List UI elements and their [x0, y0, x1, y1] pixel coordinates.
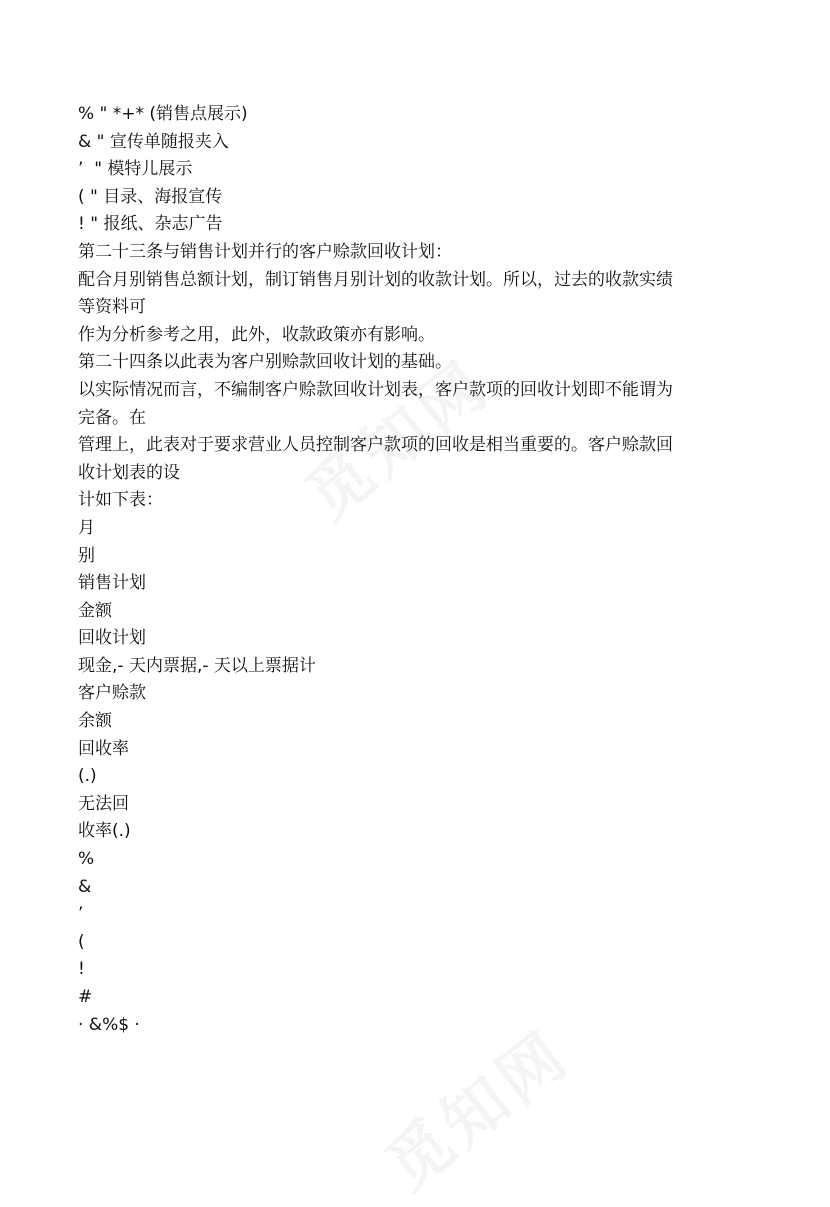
table-cell: 回收计划 [78, 628, 146, 649]
document-body [78, 101, 758, 1039]
page-number: · &%$ · [78, 1014, 140, 1035]
table-cell: 无法回 [78, 793, 129, 814]
list-item: ’ " 模特儿展示 [78, 159, 193, 180]
paragraph-line: 完备。在 [78, 407, 146, 428]
table-cell: ! [78, 959, 85, 980]
article-heading: 第二十三条与销售计划并行的客户赊款回收计划： [78, 241, 452, 262]
paragraph-line: 计如下表： [78, 490, 163, 511]
article-heading: 第二十四条以此表为客户别赊款回收计划的基础。 [78, 352, 452, 373]
paragraph-line: 管理上，此表对于要求营业人员控制客户款项的回收是相当重要的。客户赊款回 [78, 435, 673, 456]
table-cell: ( [78, 931, 85, 952]
table-cell: 回收率 [78, 738, 129, 759]
list-item: ! " 报纸、杂志广告 [78, 214, 223, 235]
table-cell: 别 [78, 545, 95, 566]
paragraph-line: 作为分析参考之用，此外，收款政策亦有影响。 [78, 324, 435, 345]
list-item: % " *+* (销售点展示) [78, 104, 248, 124]
list-item: & " 宣传单随报夹入 [78, 131, 229, 152]
table-cell: 销售计划 [78, 573, 146, 594]
paragraph-line: 等资料可 [78, 297, 146, 318]
table-cell: 余额 [78, 711, 112, 732]
table-cell: % [78, 849, 95, 870]
table-cell: & [78, 876, 92, 897]
table-cell: ’ [78, 904, 84, 925]
table-cell: 金额 [78, 600, 112, 621]
table-cell: 月 [78, 517, 95, 538]
table-cell: 客户赊款 [78, 683, 146, 704]
table-cell: 收率(.) [78, 821, 131, 842]
table-cell: (.) [78, 766, 97, 787]
table-cell: # [78, 987, 93, 1007]
paragraph-line: 收计划表的设 [78, 462, 180, 483]
table-cell: 现金,- 天内票据,- 天以上票据计 [78, 655, 316, 676]
list-item: ( " 目录、海报宣传 [78, 186, 223, 207]
paragraph-line: 配合月别销售总额计划，制订销售月别计划的收款计划。所以，过去的收款实绩 [78, 269, 673, 290]
paragraph-line: 以实际情况而言，不编制客户赊款回收计划表，客户款项的回收计划即不能谓为 [78, 379, 673, 400]
